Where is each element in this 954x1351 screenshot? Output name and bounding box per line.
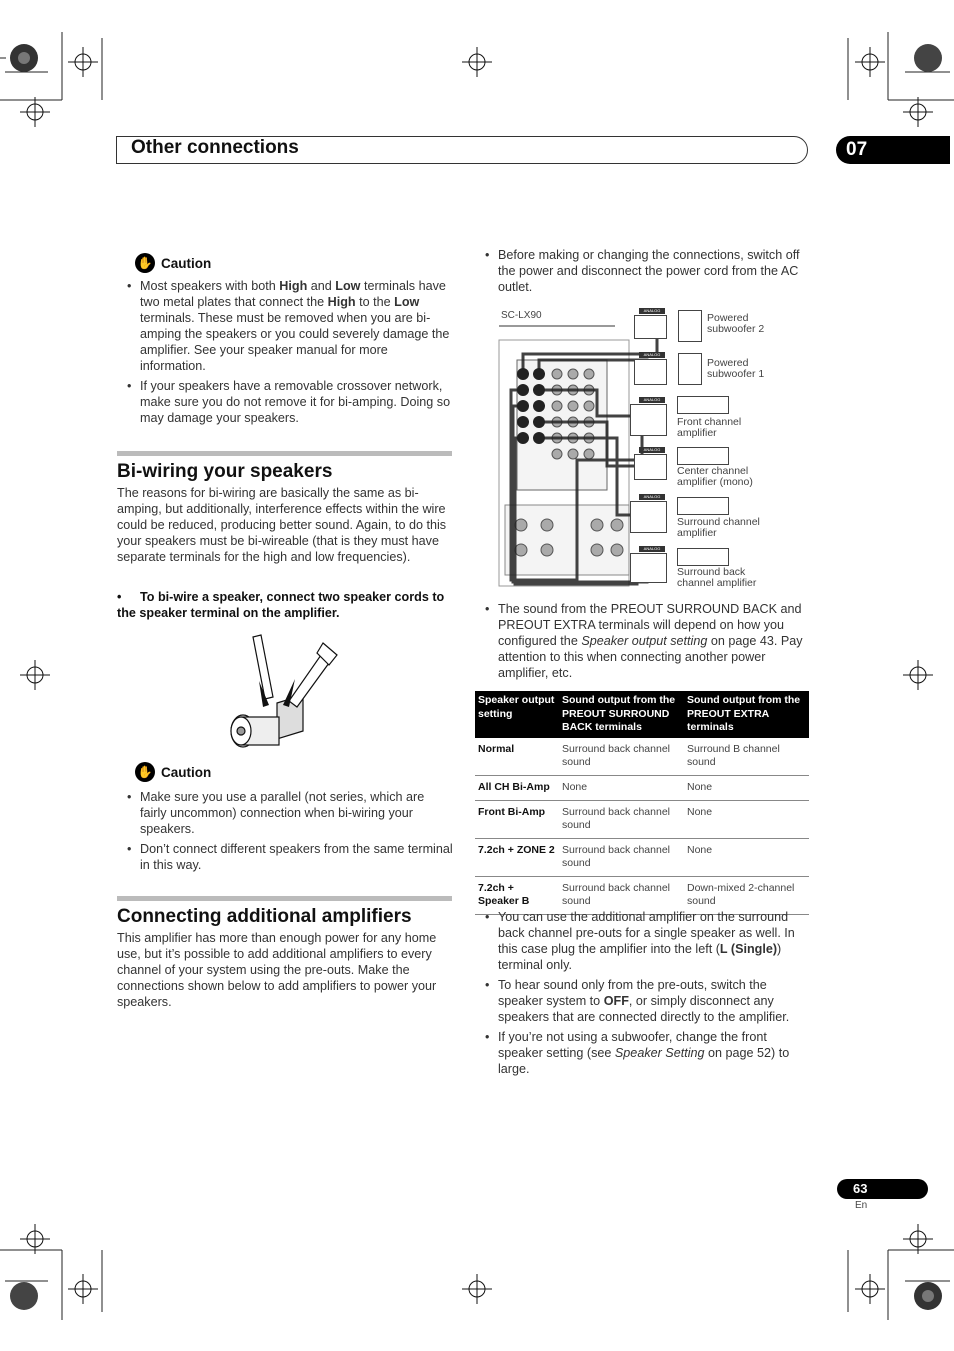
list-item: • To hear sound only from the pre-outs, switch the speaker system to OFF, or simply disconnect any speakers that are connected directly to the amplifier. — [475, 977, 811, 1025]
analog-tag: ANALOG — [639, 447, 665, 453]
table-row: 7.2ch + ZONE 2 Surround back channel sound None — [475, 838, 809, 876]
section-divider — [117, 896, 452, 901]
diagram-model-label: SC-LX90 — [501, 310, 542, 321]
table-row: All CH Bi-Amp None None — [475, 775, 809, 800]
table-row: 7.2ch + Speaker B Surround back channel sound Down-mixed 2-channel sound — [475, 876, 809, 914]
list-item: • The sound from the PREOUT SURROUND BACK and PREOUT EXTRA terminals will depend on how you configured the Speaker output setting on page 43. Pay attention to this when connecting another power amplifier, etc. — [475, 601, 811, 681]
amplifier-box — [630, 553, 667, 583]
speaker-terminal-illustration — [225, 633, 345, 753]
list-item: • Most speakers with both High and Low terminals have two metal plates that connect the High to the Low terminals. These must be removed when you are bi-amping the speakers or you could severely damage the amplifier. See your speaker manual for more information. — [117, 278, 453, 374]
amplifier-box — [634, 454, 667, 480]
power-warning-list — [475, 247, 811, 299]
caution-label: Caution — [161, 765, 212, 780]
diagram-label: Surround back channel amplifier — [677, 566, 757, 589]
table-header: Speaker output setting — [475, 691, 559, 738]
chapter-tab — [836, 136, 950, 164]
amplifier-icon — [677, 447, 729, 465]
amplifier-box — [634, 359, 667, 385]
analog-tag: ANALOG — [639, 352, 665, 358]
diagram-label: Center channel amplifier (mono) — [677, 465, 753, 488]
amplifiers-body: This amplifier has more than enough power for any home use, but it’s possible to add additional amplifiers to every channel of your system using the pre-outs. Make the connections shown below to add amplifiers to power your speakers. — [117, 931, 437, 1009]
amplifier-box — [630, 501, 667, 533]
subwoofer-icon — [678, 353, 702, 385]
caution-list — [117, 789, 453, 877]
page-number-badge — [837, 1179, 928, 1199]
caution-hand-icon: ✋ — [135, 762, 155, 782]
section-title-biwiring: Bi-wiring your speakers — [117, 461, 333, 482]
analog-tag: ANALOG — [639, 546, 665, 552]
caution-hand-icon: ✋ — [135, 253, 155, 273]
amplifier-icon — [677, 548, 729, 566]
amplifier-icon — [677, 497, 729, 515]
section-divider — [117, 451, 452, 456]
amplifier-box — [634, 315, 667, 339]
analog-tag: ANALOG — [639, 308, 665, 314]
notes-list — [475, 909, 811, 1081]
amplifier-icon — [677, 396, 729, 414]
subwoofer-icon — [678, 310, 702, 342]
table-header: Sound output from the PREOUT SURROUND BACK terminals — [559, 691, 684, 738]
list-item: • If you’re not using a subwoofer, change the front speaker setting (see Speaker Setting on page 52) to large. — [475, 1029, 811, 1077]
caution-label: Caution — [161, 256, 212, 271]
analog-tag: ANALOG — [639, 494, 665, 500]
list-item: • You can use the additional amplifier on the surround back channel pre-outs for a single speaker as well. In this case plug the amplifier into the left (L (Single)) terminal only. — [475, 909, 811, 973]
chapter-number: 07 — [846, 139, 868, 160]
preout-note-list — [475, 601, 811, 685]
biwiring-step: To bi-wire a speaker, connect two speaker cords to the speaker terminal on the amplifier. — [117, 590, 445, 620]
diagram-label: Powered subwoofer 1 — [707, 357, 765, 380]
analog-tag: ANALOG — [639, 397, 665, 403]
list-item: • Before making or changing the connections, switch off the power and disconnect the power cord from the AC outlet. — [475, 247, 811, 295]
list-item: • If your speakers have a removable crossover network, make sure you do not remove it for bi-amping. Doing so may damage your speakers. — [117, 378, 453, 426]
page-number: 63 — [853, 1181, 868, 1196]
amplifier-box — [630, 404, 667, 436]
list-item: • Don’t connect different speakers from the same terminal in this way. — [117, 841, 453, 873]
list-item: • Make sure you use a parallel (not series, which are fairly uncommon) connection when bi-wiring your speakers. — [117, 789, 453, 837]
biwiring-body: The reasons for bi-wiring are basically the same as bi-amping, but additionally, interference effects within the wire could be reduced, producing better sound. Again, to do this your speakers must be bi-wireable (that is they must have separate terminals for the high and low frequencies). — [117, 486, 447, 564]
speaker-output-table — [475, 691, 809, 915]
diagram-label: Front channel amplifier — [677, 416, 742, 439]
table-row: Normal Surround back channel sound Surround B channel sound — [475, 738, 809, 776]
table-row: Front Bi-Amp Surround back channel sound None — [475, 800, 809, 838]
biwiring-step-bullet: • — [117, 590, 122, 604]
section-header-title: Other connections — [131, 137, 299, 158]
language-code: En — [855, 1200, 868, 1211]
section-title-amplifiers: Connecting additional amplifiers — [117, 906, 412, 927]
table-header: Sound output from the PREOUT EXTRA terminals — [684, 691, 809, 738]
diagram-label: Powered subwoofer 2 — [707, 312, 765, 335]
diagram-label: Surround channel amplifier — [677, 516, 760, 539]
caution-list — [117, 278, 453, 430]
